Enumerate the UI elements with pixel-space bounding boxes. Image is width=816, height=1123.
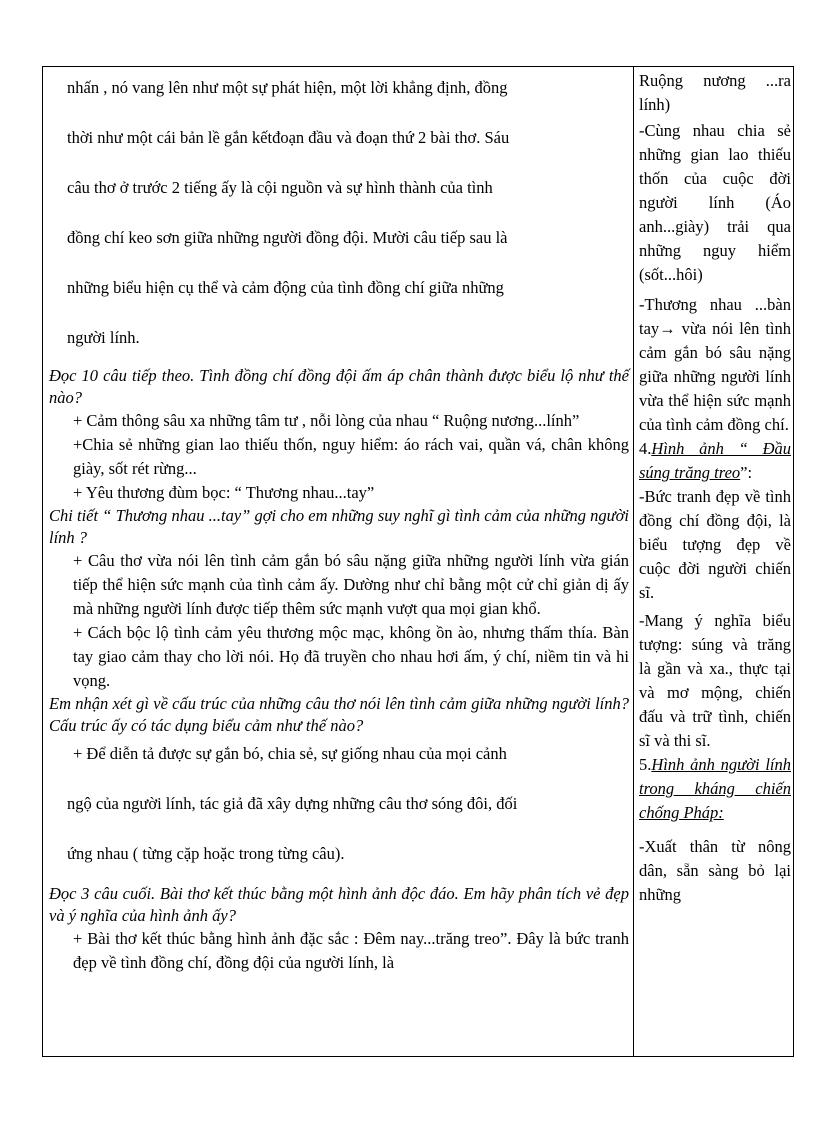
heading-4-end: ”: [740,463,753,482]
note-4a: -Bức tranh đẹp về tình đồng chí đồng đội, là biểu tượng đẹp về cuộc đời người chiến sĩ. [639,487,791,602]
intro-line: những biểu hiện cụ thể và cảm động của tình đồng chí giữa những [67,278,504,297]
answer-3-line: ứng nhau ( từng cặp hoặc trong từng câu). [67,844,345,863]
right-column [639,67,791,907]
heading-5-title: Hình ảnh người lính trong kháng chiến chống Pháp: [639,755,791,822]
answer-2-item: + Cách bộc lộ tình cảm yêu thương mộc mạc, không ồn ào, nhưng thấm thía. Bàn tay giao cảm thay cho lời nói. Họ đã truyền cho nhau hơi ấm, ý chí, niềm tin và hi vọng. [73,623,629,690]
answer-3 [49,729,629,879]
heading-4 [639,437,791,485]
answer-2-item: + Câu thơ vừa nói lên tình cảm gắn bó sâu nặng giữa những người lính vừa gián tiếp thể hiện sức mạnh của tình cảm ấy. Dường như chỉ bằng một cử chỉ giản dị ấy mà những người lính được tiếp thêm sức mạnh vượt qua mọi gian khổ. [73,551,629,618]
intro-line: câu thơ ở trước 2 tiếng ấy là cội nguồn và sự hình thành của tình [67,178,493,197]
answer-3-line: + Để diễn tả được sự gắn bó, chia sẻ, sự giống nhau của mọi cảnh [73,744,507,763]
answer-1-item: + Cảm thông sâu xa những tâm tư , nỗi lòng của nhau “ Ruộng nương...lính” [73,411,580,430]
left-column [49,67,629,975]
question-4: Đọc 3 câu cuối. Bài thơ kết thúc bằng một hình ảnh độc đáo. Em hãy phân tích vẻ đẹp và ý nghĩa của hình ảnh ấy? [49,884,629,925]
intro-line: nhấn , nó vang lên như một sự phát hiện, một lời khẳng định, đồng [67,78,508,97]
heading-4-number: 4. [639,439,652,458]
question-1: Đọc 10 câu tiếp theo. Tình đồng chí đồng đội ấm áp chân thành được biểu lộ như thế nào? [49,366,629,407]
note-3: -Thương nhau ...bàn tay→ vừa nói lên tình cảm gắn bó sâu nặng giữa những người lính vừa thể hiện sức mạnh của tình cảm đồng chí. [639,295,791,434]
answer-1-item: +Chia sẻ những gian lao thiếu thốn, nguy hiểm: áo rách vai, quần vá, chân không giày, sốt rét rừng... [73,435,629,478]
note-4b: -Mang ý nghĩa biểu tượng: súng và trăng là gần và xa., thực tại và mơ mộng, chiến đấu và trữ tình, chiến sĩ và thi sĩ. [639,611,791,750]
intro-line: người lính. [67,328,140,347]
note-1: Ruộng nương ...ra lính) [639,71,791,114]
answer-1-item: + Yêu thương đùm bọc: “ Thương nhau...tay” [73,483,375,502]
question-2: Chi tiết “ Thương nhau ...tay” gợi cho em những suy nghĩ gì tình cảm của những người lính ? [49,506,629,547]
column-divider [633,67,634,1056]
note-2: -Cùng nhau chia sẻ những gian lao thiếu thốn của cuộc đời người lính (Áo anh...giày) trải qua những nguy hiểm (sốt...hôi) [639,121,791,284]
question-3: Em nhận xét gì về cấu trúc của những câu thơ nói lên tình cảm giữa những người lính? Cấu trúc ấy có tác dụng biểu cảm như thế nào? [49,694,629,735]
answer-3-line: ngộ của người lính, tác giả đã xây dựng những câu thơ sóng đôi, đối [67,794,518,813]
table-frame [42,66,794,1057]
intro-line: đồng chí keo sơn giữa những người đồng đội. Mười câu tiếp sau là [67,228,508,247]
heading-4-title: Hình ảnh “ Đầu súng trăng treo [639,439,791,482]
intro-paragraph [49,63,629,363]
intro-line: thời như một cái bản lề gắn kếtđoạn đầu và đoạn thứ 2 bài thơ. Sáu [67,128,510,147]
note-5: -Xuất thân từ nông dân, sẵn sàng bỏ lại những [639,837,791,904]
heading-5 [639,753,791,825]
answer-4: + Bài thơ kết thúc bằng hình ảnh đặc sắc : Đêm nay...trăng treo”. Đây là bức tranh đẹp về tình đồng chí, đồng đội của người lính, là [73,929,629,972]
heading-5-number: 5. [639,755,652,774]
